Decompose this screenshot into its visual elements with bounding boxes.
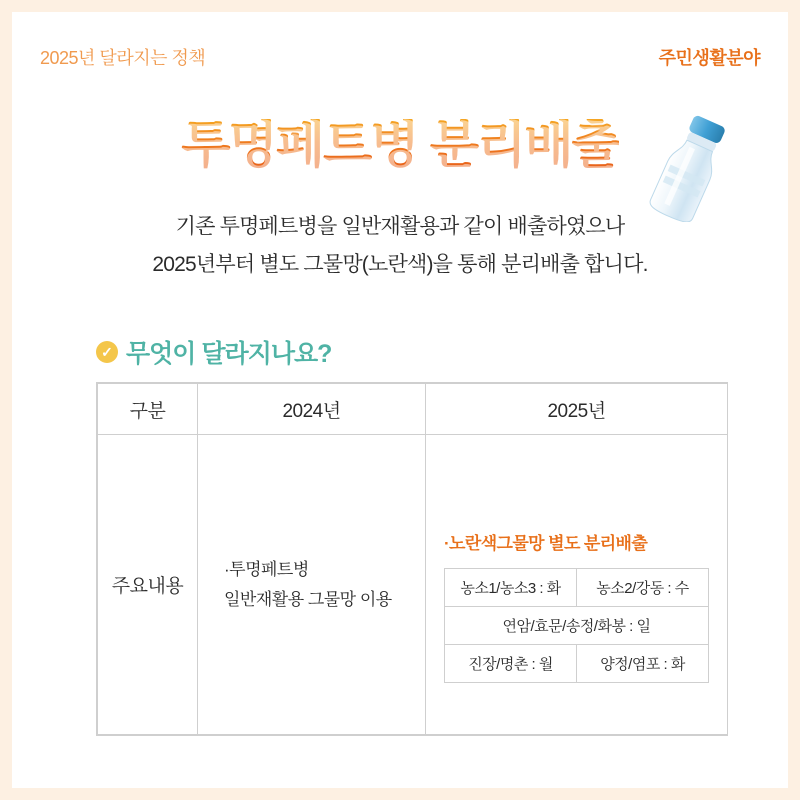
comparison-table (97, 383, 728, 735)
schedule-row (445, 569, 709, 607)
check-icon: ✓ (96, 341, 118, 363)
section-heading (96, 334, 331, 370)
section-heading-label: 무엇이 달라지나요? (126, 340, 332, 368)
schedule-row (445, 645, 709, 683)
table-header-cell-1: 2024년 (198, 384, 426, 435)
cell-2024-line-1: ·투명페트병 (224, 559, 309, 579)
eyebrow-label: 2025년 달라지는 정책 (40, 48, 206, 68)
lead-line-2: 2025년부터 별도 그물망(노란색)을 통해 분리배출 합니다. (152, 253, 648, 276)
cell-2025 (426, 435, 728, 735)
table-row (98, 435, 728, 735)
lead-line-1: 기존 투명페트병을 일반재활용과 같이 배출하였으나 (175, 215, 625, 238)
title-zone (12, 104, 788, 184)
table-header-cell-0: 구분 (98, 384, 198, 435)
card-inner (12, 12, 788, 788)
table-header-cell-2: 2025년 (426, 384, 728, 435)
category-badge: 주민생활분야 (658, 48, 760, 68)
schedule-cell: 농소2/강동 : 수 (577, 569, 709, 607)
page-title: 투명페트병 분리배출 (181, 115, 619, 173)
row-label-cell: 주요내용 (98, 435, 198, 735)
schedule-cell: 양정/염포 : 화 (577, 645, 709, 683)
schedule-row (445, 607, 709, 645)
schedule-cell: 농소1/농소3 : 화 (445, 569, 577, 607)
schedule-cell: 연암/효문/송정/화봉 : 일 (445, 607, 709, 645)
table-header-row (98, 384, 728, 435)
comparison-table-wrapper (96, 382, 728, 736)
collection-schedule-table (444, 568, 709, 683)
card-header (12, 40, 788, 74)
cell-2025-highlight: ·노란색그물망 별도 분리배출 (444, 534, 648, 553)
cell-2024 (198, 435, 426, 735)
lead-paragraph (12, 208, 788, 284)
cell-2024-line-2: 일반재활용 그물망 이용 (224, 589, 392, 609)
schedule-cell: 진장/명촌 : 월 (445, 645, 577, 683)
